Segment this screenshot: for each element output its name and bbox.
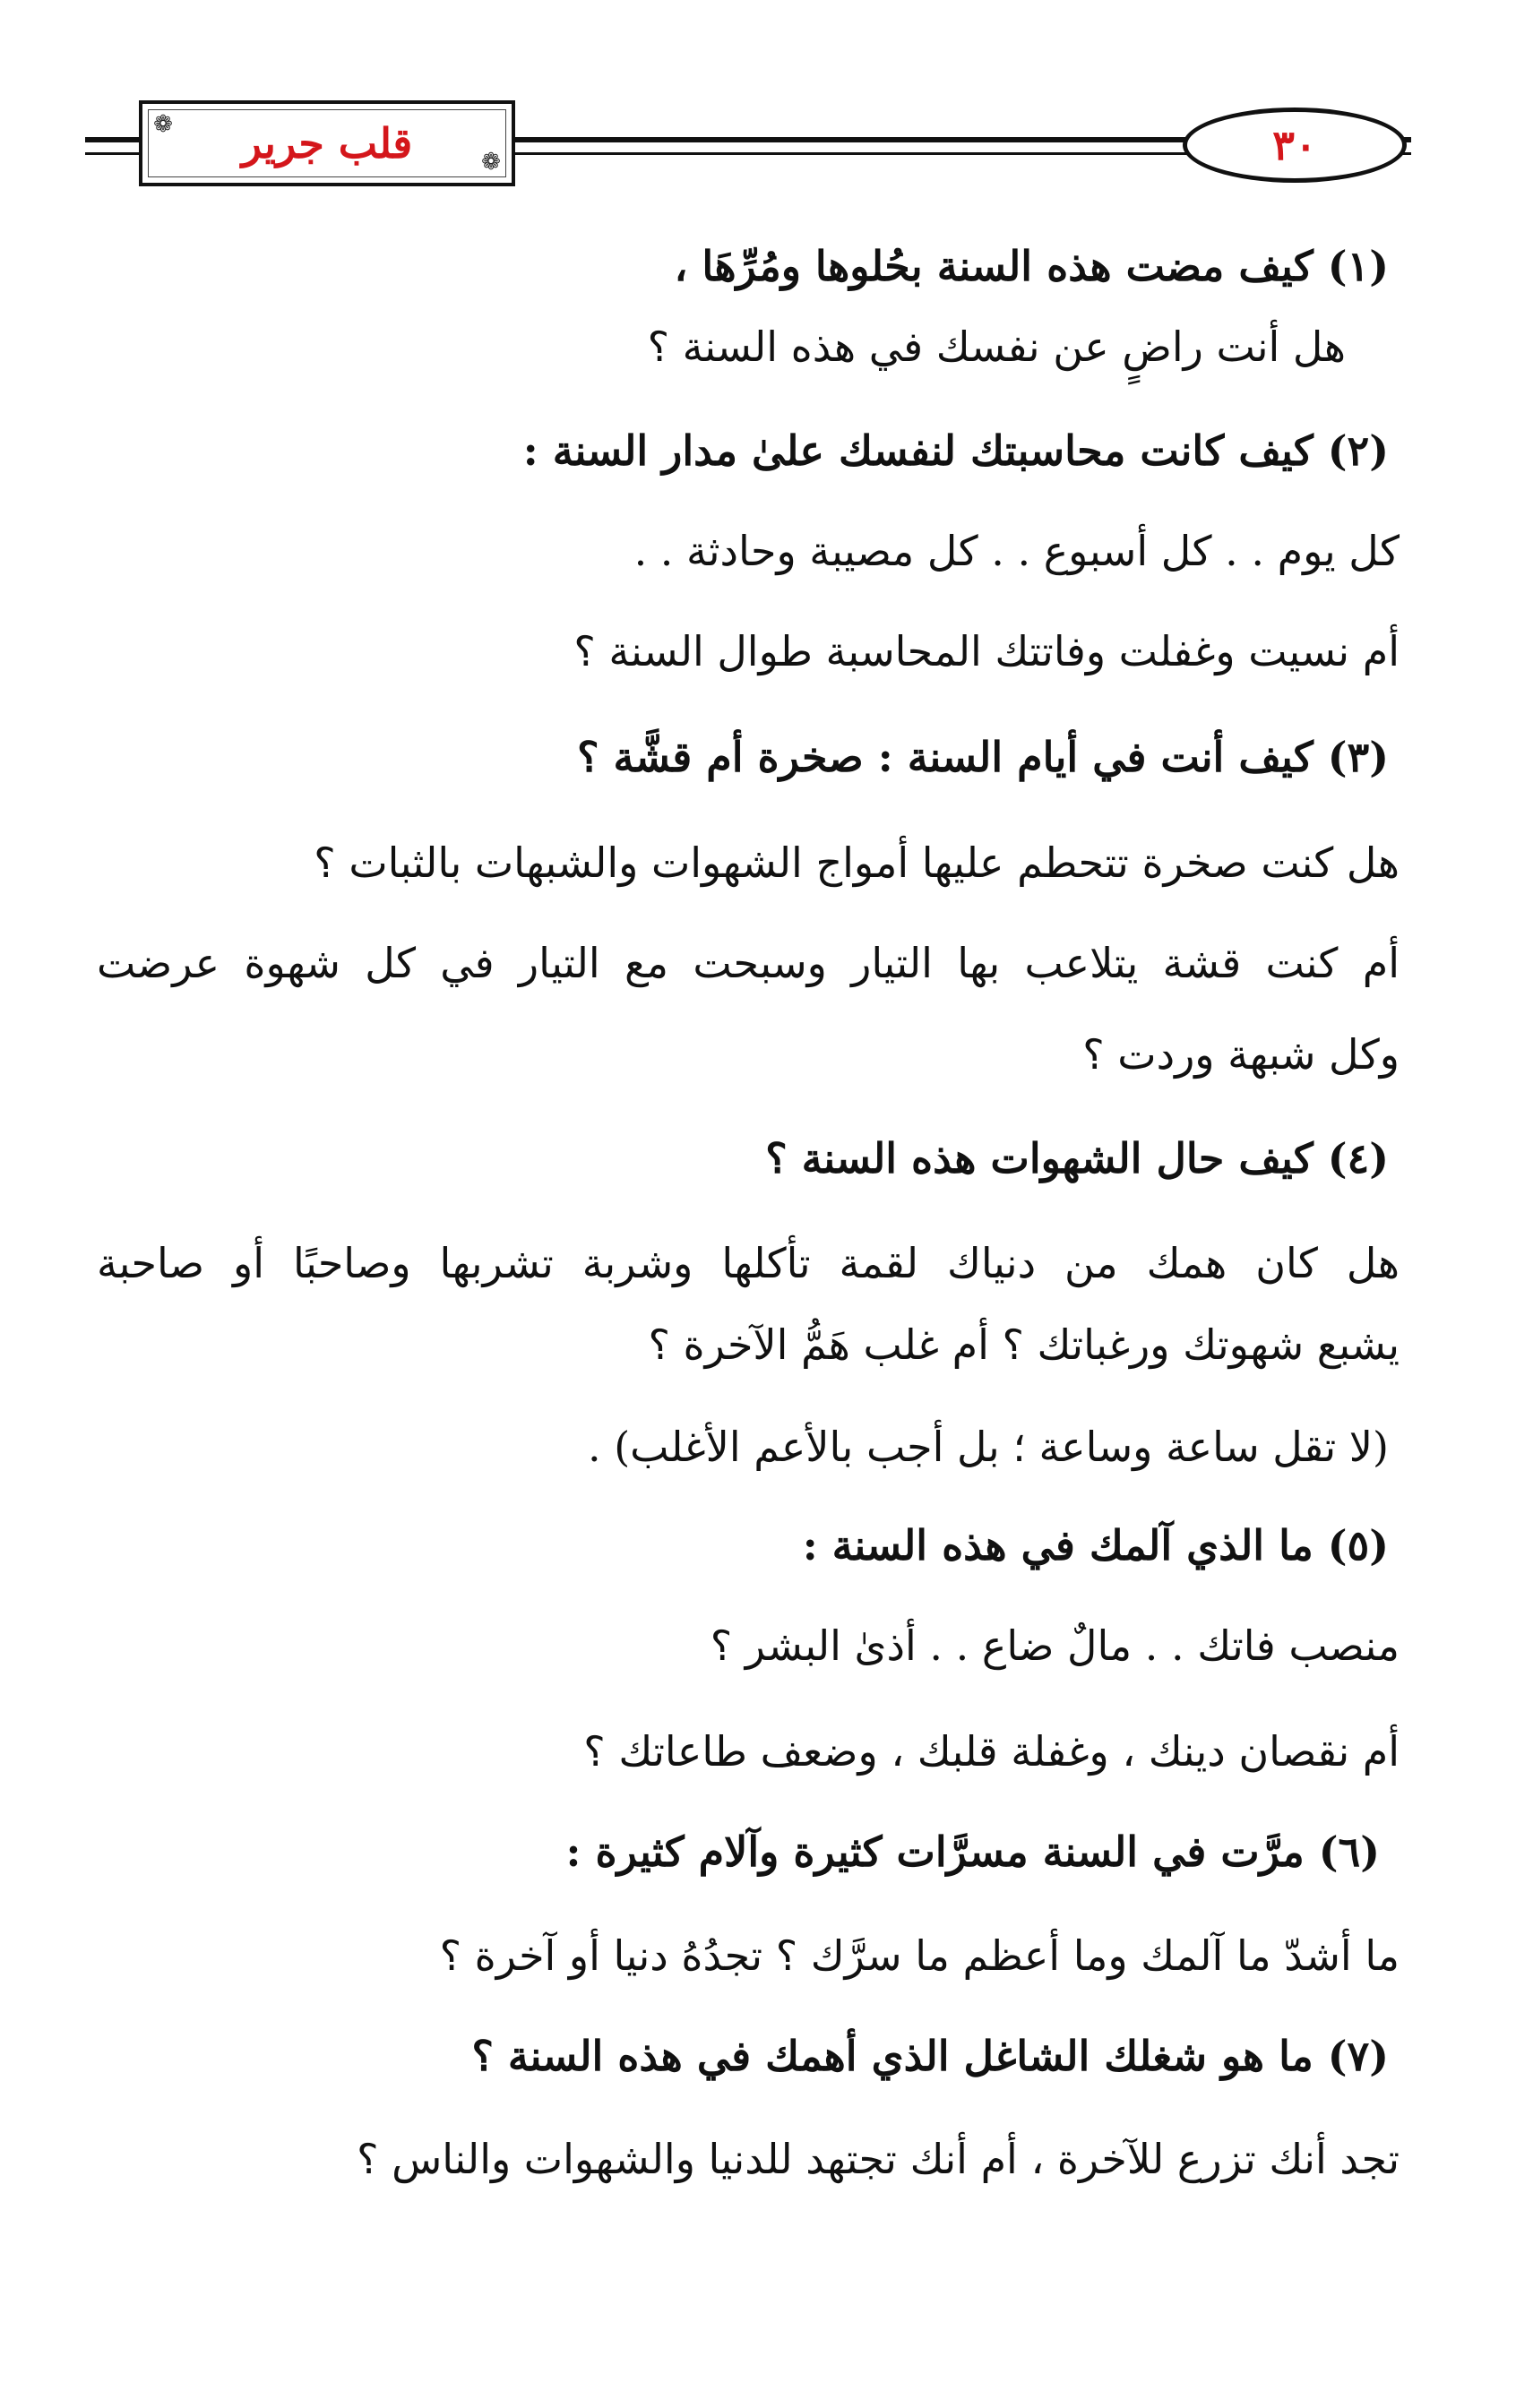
- text-line: أم كنت قشة يتلاعب بها التيار وسبحت مع التيار في كل شهوة عرضت: [97, 939, 1400, 987]
- page-header: [85, 97, 1411, 197]
- question-heading-5: (٥) ما الذي آلمك في هذه السنة :: [802, 1521, 1389, 1570]
- text-line: أم نسيت وغفلت وفاتتك المحاسبة طوال السنة ؟: [573, 627, 1400, 675]
- book-title: قلب جرير: [241, 119, 413, 168]
- text-line: كل يوم . . كل أسبوع . . كل مصيبة وحادثة . .: [633, 527, 1400, 575]
- question-heading-1: (١) كيف مضت هذه السنة بحُلوها ومُرِّهَا ،: [674, 242, 1389, 290]
- corner-ornament-icon: ❁: [153, 111, 173, 138]
- text-line: وكل شبهة وردت ؟: [1082, 1030, 1400, 1079]
- text-line: تجد أنك تزرع للآخرة ، أم أنك تجتهد للدنيا والشهوات والناس ؟: [357, 2135, 1400, 2183]
- text-line: منصب فاتك . . مالٌ ضاع . . أذىٰ البشر ؟: [710, 1621, 1400, 1670]
- question-heading-6: (٦) مرَّت في السنة مسرَّات كثيرة وآلام كثيرة :: [565, 1828, 1380, 1876]
- text-line: هل كان همك من دنياك لقمة تأكلها وشربة تشربها وصاحبًا أو صاحبة: [97, 1239, 1400, 1287]
- text-line: هل كنت صخرة تتحطم عليها أمواج الشهوات والشبهات بالثبات ؟: [314, 838, 1400, 887]
- text-line: ما أشدّ ما آلمك وما أعظم ما سرَّك ؟ تجدُهُ دنيا أو آخرة ؟: [439, 1931, 1400, 1980]
- text-line: أم نقصان دينك ، وغفلة قلبك ، وضعف طاعاتك ؟: [583, 1727, 1400, 1776]
- page-number: ٣٠: [1272, 121, 1317, 169]
- book-title-frame: [139, 100, 515, 186]
- page-number-oval: [1183, 108, 1407, 183]
- corner-ornament-icon: ❁: [481, 149, 501, 176]
- question-heading-4: (٤) كيف حال الشهوات هذه السنة ؟: [765, 1134, 1389, 1182]
- text-line: يشبع شهوتك ورغباتك ؟ أم غلب هَمُّ الآخرة ؟: [648, 1320, 1400, 1369]
- instruction-note: (لا تقل ساعة وساعة ؛ بل أجب بالأعم الأغلب) .: [587, 1423, 1389, 1471]
- question-heading-2: (٢) كيف كانت محاسبتك لنفسك علىٰ مدار السنة :: [522, 426, 1389, 475]
- text-line: هل أنت راضٍ عن نفسك في هذه السنة ؟: [647, 322, 1346, 371]
- question-heading-3: (٣) كيف أنت في أيام السنة : صخرة أم قشَّة ؟: [577, 733, 1389, 781]
- question-heading-7: (٧) ما هو شغلك الشاغل الذي أهمك في هذه السنة ؟: [471, 2032, 1389, 2080]
